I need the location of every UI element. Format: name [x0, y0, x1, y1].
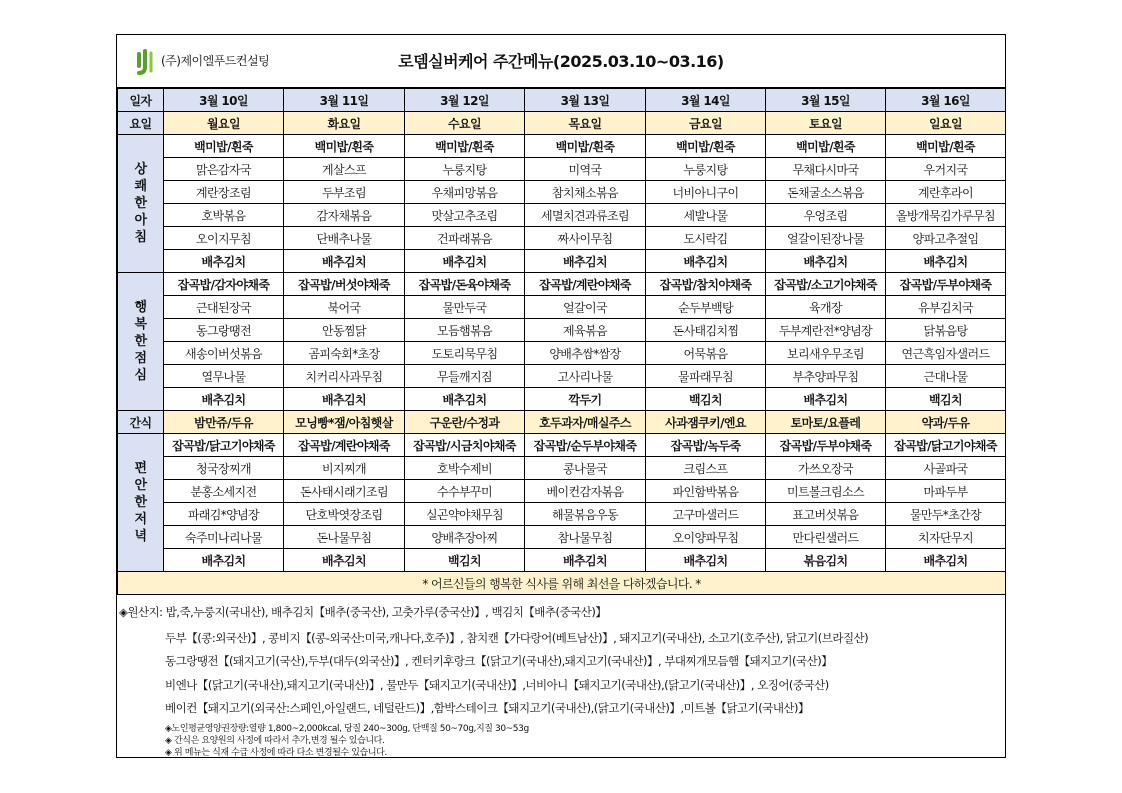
menu-cell: 육개장 [766, 296, 886, 319]
menu-cell: 맛살고추조림 [405, 204, 525, 227]
menu-cell: 세발나물 [646, 204, 766, 227]
menu-cell: 배추김치 [164, 388, 284, 411]
menu-cell: 백미밥/흰죽 [525, 135, 646, 158]
snack-cell: 사과잼쿠키/엔요 [646, 411, 766, 434]
menu-cell: 도토리묵무침 [405, 342, 525, 365]
snack-cell: 모닝빵*잼/아침햇살 [284, 411, 405, 434]
menu-cell: 오이지무침 [164, 227, 284, 250]
meal-row [118, 457, 1006, 480]
menu-cell: 물만두*초간장 [886, 503, 1006, 526]
menu-cell: 분홍소세지전 [164, 480, 284, 503]
menu-cell: 어묵볶음 [646, 342, 766, 365]
menu-cell: 단호박엿장조림 [284, 503, 405, 526]
menu-cell: 양배추쌈*쌈장 [525, 342, 646, 365]
meal-label-char: 복 [134, 317, 147, 332]
meal-row [118, 503, 1006, 526]
menu-cell: 계란후라이 [886, 181, 1006, 204]
menu-cell: 맑은감자국 [164, 158, 284, 181]
menu-cell: 백미밥/흰죽 [405, 135, 525, 158]
date-cell: 3월 11일 [284, 89, 405, 112]
menu-cell: 누룽지탕 [405, 158, 525, 181]
menu-cell: 우엉조림 [766, 204, 886, 227]
meal-row [118, 204, 1006, 227]
menu-sheet [116, 34, 1006, 758]
menu-cell: 배추김치 [525, 250, 646, 273]
meal-row [118, 250, 1006, 273]
menu-cell: 세멸치견과류조림 [525, 204, 646, 227]
date-cell: 3월 16일 [886, 89, 1006, 112]
menu-cell: 도시락김 [646, 227, 766, 250]
menu-cell: 백김치 [405, 549, 525, 572]
menu-cell: 연근흑임자샐러드 [886, 342, 1006, 365]
date-label: 일자 [118, 89, 164, 112]
menu-cell: 보리새우무조림 [766, 342, 886, 365]
date-row [118, 89, 1006, 112]
menu-cell: 얼갈이된장나물 [766, 227, 886, 250]
menu-cell: 건파래볶음 [405, 227, 525, 250]
menu-cell: 실곤약야채무침 [405, 503, 525, 526]
menu-cell: 잡곡밥/두부야채죽 [886, 273, 1006, 296]
origin-info [117, 601, 1005, 757]
meal-label-char: 편 [134, 461, 147, 476]
menu-cell: 북어국 [284, 296, 405, 319]
date-cell: 3월 10일 [164, 89, 284, 112]
origin-line: 두부【(콩:외국산)】, 콩비지【(콩-외국산:미국,캐나다,호주)】, 참치캔【가다랑어(베트남산)】, 돼지고기(국내산), 소고기(호주산), 닭고기(브라질산) [165, 631, 869, 645]
meal-label-char: 한 [134, 196, 147, 211]
menu-cell: 잡곡밥/순두부야채죽 [525, 434, 646, 457]
menu-cell: 오이양파무침 [646, 526, 766, 549]
menu-cell: 배추김치 [405, 388, 525, 411]
menu-cell: 배추김치 [886, 250, 1006, 273]
menu-cell: 해물볶음우동 [525, 503, 646, 526]
menu-cell: 미역국 [525, 158, 646, 181]
menu-cell: 가쓰오장국 [766, 457, 886, 480]
menu-cell: 잡곡밥/시금치야채죽 [405, 434, 525, 457]
menu-cell: 돈채굴소스볶음 [766, 181, 886, 204]
meal-row [118, 365, 1006, 388]
meal-row [118, 227, 1006, 250]
meal-label-char: 상 [134, 162, 147, 177]
menu-cell: 백김치 [886, 388, 1006, 411]
weekday-cell: 수요일 [405, 112, 525, 135]
snack-cell: 약과/두유 [886, 411, 1006, 434]
meal-row [118, 135, 1006, 158]
weekly-menu-table [117, 88, 1006, 595]
meal-label-char: 쾌 [134, 179, 147, 194]
menu-cell: 잡곡밥/닭고기야채죽 [886, 434, 1006, 457]
menu-cell: 두부계란전*양념장 [766, 319, 886, 342]
menu-cell: 물만두국 [405, 296, 525, 319]
menu-cell: 누룽지탕 [646, 158, 766, 181]
menu-cell: 배추김치 [164, 250, 284, 273]
menu-cell: 새송이버섯볶음 [164, 342, 284, 365]
weekday-cell: 일요일 [886, 112, 1006, 135]
menu-cell: 유부김치국 [886, 296, 1006, 319]
menu-cell: 호박볶음 [164, 204, 284, 227]
date-cell: 3월 15일 [766, 89, 886, 112]
menu-cell: 참나물무침 [525, 526, 646, 549]
menu-cell: 배추김치 [525, 549, 646, 572]
snack-note: ◈ 간식은 요양원의 사정에 따라서 추가,변경 될수 있습니다. [165, 736, 385, 746]
menu-cell: 크림스프 [646, 457, 766, 480]
weekday-row [118, 112, 1006, 135]
menu-cell: 사골파국 [886, 457, 1006, 480]
menu-cell: 잡곡밥/돈육야채죽 [405, 273, 525, 296]
menu-cell: 백미밥/흰죽 [164, 135, 284, 158]
menu-cell: 잡곡밥/두부야채죽 [766, 434, 886, 457]
weekday-cell: 화요일 [284, 112, 405, 135]
page-title: 로뎀실버케어 주간메뉴(2025.03.10~03.16) [398, 52, 724, 71]
menu-cell: 무채다시마국 [766, 158, 886, 181]
menu-cell: 배추김치 [886, 549, 1006, 572]
menu-cell: 백미밥/흰죽 [284, 135, 405, 158]
menu-cell: 수수부꾸미 [405, 480, 525, 503]
meal-label-char: 침 [134, 230, 147, 245]
menu-cell: 만다린샐러드 [766, 526, 886, 549]
meal-row [118, 342, 1006, 365]
menu-cell: 곰피숙회*초장 [284, 342, 405, 365]
menu-cell: 호박수제비 [405, 457, 525, 480]
meal-row [118, 319, 1006, 342]
snack-cell: 밤만쥬/두유 [164, 411, 284, 434]
menu-cell: 파래김*양념장 [164, 503, 284, 526]
meal-label-char: 아 [134, 213, 147, 228]
meal-row [118, 158, 1006, 181]
weekday-label: 요일 [118, 112, 164, 135]
header [117, 35, 1005, 88]
menu-cell: 얼갈이국 [525, 296, 646, 319]
menu-cell: 물파래무침 [646, 365, 766, 388]
menu-cell: 양파고추절임 [886, 227, 1006, 250]
meal-label-char: 한 [134, 495, 147, 510]
menu-cell: 잡곡밥/버섯야채죽 [284, 273, 405, 296]
weekday-cell: 월요일 [164, 112, 284, 135]
menu-cell: 제육볶음 [525, 319, 646, 342]
weekday-cell: 토요일 [766, 112, 886, 135]
menu-cell: 부추양파무침 [766, 365, 886, 388]
menu-cell: 근대나물 [886, 365, 1006, 388]
menu-cell: 우채피망볶음 [405, 181, 525, 204]
menu-cell: 양배추장아찌 [405, 526, 525, 549]
menu-cell: 배추김치 [284, 250, 405, 273]
snack-cell: 토마토/요플레 [766, 411, 886, 434]
menu-cell: 게살스프 [284, 158, 405, 181]
menu-cell: 콩나물국 [525, 457, 646, 480]
menu-cell: 배추김치 [405, 250, 525, 273]
meal-label-char: 점 [134, 351, 147, 366]
menu-cell: 돈사태김치찜 [646, 319, 766, 342]
date-cell: 3월 12일 [405, 89, 525, 112]
meal-label-char: 녁 [134, 529, 147, 544]
meal-row [118, 480, 1006, 503]
menu-cell: 배추김치 [284, 549, 405, 572]
meal-label-char: 한 [134, 334, 147, 349]
menu-cell: 백미밥/흰죽 [646, 135, 766, 158]
meal-label [118, 135, 164, 273]
date-cell: 3월 14일 [646, 89, 766, 112]
snack-cell: 구운란/수정과 [405, 411, 525, 434]
change-note: ◈ 위 메뉴는 식재 수급 사정에 따라 다소 변경될수 있습니다. [165, 748, 387, 758]
menu-cell: 마파두부 [886, 480, 1006, 503]
origin-line: 베이컨【돼지고기(외국산:스페인,아일랜드, 네덜란드)】,함박스테이크【돼지고기(국내산),(닭고기(국내산)】,미트볼【닭고기(국내산)】 [165, 701, 810, 715]
menu-cell: 배추김치 [646, 549, 766, 572]
origin-line: 동그랑땡전【(돼지고기(국산),두부(대두(외국산)】, 켄터키후랑크【(닭고기(국내산),돼지고기(국내산)】, 부대찌개모듬햄【돼지고기(국산)】 [165, 654, 833, 668]
menu-cell: 계란장조림 [164, 181, 284, 204]
menu-cell: 미트볼크림소스 [766, 480, 886, 503]
menu-cell: 닭볶음탕 [886, 319, 1006, 342]
origin-line: ◈원산지: 밥,죽,누룽지(국내산), 배추김치【배추(중국산), 고춧가루(중국산)】, 백김치【배추(중국산)】 [119, 605, 607, 619]
menu-cell: 잡곡밥/닭고기야채죽 [164, 434, 284, 457]
menu-cell: 볶음김치 [766, 549, 886, 572]
menu-cell: 고구마샐러드 [646, 503, 766, 526]
menu-cell: 올방개묵김가루무침 [886, 204, 1006, 227]
meal-row [118, 388, 1006, 411]
meal-label [118, 273, 164, 411]
menu-cell: 잡곡밥/계란야채죽 [284, 434, 405, 457]
menu-cell: 배추김치 [164, 549, 284, 572]
menu-cell: 두부조림 [284, 181, 405, 204]
menu-cell: 배추김치 [646, 250, 766, 273]
menu-cell: 백김치 [646, 388, 766, 411]
menu-cell: 모듬햄볶음 [405, 319, 525, 342]
meal-label-char: 행 [134, 300, 147, 315]
menu-cell: 참치채소볶음 [525, 181, 646, 204]
note-row [118, 572, 1006, 595]
menu-cell: 비지찌개 [284, 457, 405, 480]
meal-label-char: 심 [134, 368, 147, 383]
menu-cell: 잡곡밥/계란야채죽 [525, 273, 646, 296]
snack-row [118, 411, 1006, 434]
menu-cell: 치커리사과무침 [284, 365, 405, 388]
meal-row [118, 549, 1006, 572]
weekday-cell: 금요일 [646, 112, 766, 135]
closing-note: * 어르신들의 행복한 식사를 위해 최선을 다하겠습니다. * [118, 572, 1006, 595]
meal-row [118, 273, 1006, 296]
meal-row [118, 181, 1006, 204]
nutrition-note: ◈노인평균영양권장량:열량 1,800~2,000kcal, 당질 240~300g, 단백질 50~70g,지질 30~53g [165, 724, 529, 734]
menu-cell: 열무나물 [164, 365, 284, 388]
menu-cell: 백미밥/흰죽 [886, 135, 1006, 158]
date-cell: 3월 13일 [525, 89, 646, 112]
menu-cell: 파인함박볶음 [646, 480, 766, 503]
snack-label: 간식 [118, 411, 164, 434]
menu-cell: 배추김치 [766, 250, 886, 273]
menu-cell: 우거지국 [886, 158, 1006, 181]
menu-cell: 잡곡밥/참치야채죽 [646, 273, 766, 296]
meal-row [118, 434, 1006, 457]
meal-row [118, 296, 1006, 319]
menu-cell: 백미밥/흰죽 [766, 135, 886, 158]
menu-cell: 짜사이무침 [525, 227, 646, 250]
menu-cell: 숙주미나리나물 [164, 526, 284, 549]
menu-cell: 고사리나물 [525, 365, 646, 388]
menu-cell: 잡곡밥/녹두죽 [646, 434, 766, 457]
meal-label [118, 434, 164, 572]
menu-cell: 근대된장국 [164, 296, 284, 319]
menu-cell: 깍두기 [525, 388, 646, 411]
weekday-cell: 목요일 [525, 112, 646, 135]
menu-cell: 돈나물무침 [284, 526, 405, 549]
menu-cell: 안동찜닭 [284, 319, 405, 342]
menu-cell: 베이컨감자볶음 [525, 480, 646, 503]
origin-line: 비엔나【(닭고기(국내산),돼지고기(국내산)】, 물만두【돼지고기(국내산)】,너비아니【돼지고기(국내산),(닭고기(국내산)】, 오징어(중국산) [165, 678, 829, 692]
menu-cell: 표고버섯볶음 [766, 503, 886, 526]
menu-cell: 배추김치 [766, 388, 886, 411]
menu-cell: 단배추나물 [284, 227, 405, 250]
snack-cell: 호두과자/매실주스 [525, 411, 646, 434]
menu-cell: 배추김치 [284, 388, 405, 411]
menu-cell: 잡곡밥/소고기야채죽 [766, 273, 886, 296]
menu-cell: 치자단무지 [886, 526, 1006, 549]
meal-label-char: 저 [134, 512, 147, 527]
menu-cell: 무들깨지짐 [405, 365, 525, 388]
menu-cell: 돈사태시래기조림 [284, 480, 405, 503]
menu-cell: 감자채볶음 [284, 204, 405, 227]
company-name: (주)제이엘푸드컨설팅 [161, 54, 270, 68]
meal-row [118, 526, 1006, 549]
menu-cell: 동그랑땡전 [164, 319, 284, 342]
menu-cell: 청국장찌개 [164, 457, 284, 480]
menu-cell: 잡곡밥/감자야채죽 [164, 273, 284, 296]
meal-label-char: 안 [134, 478, 147, 493]
menu-cell: 순두부백탕 [646, 296, 766, 319]
menu-cell: 너비아니구이 [646, 181, 766, 204]
